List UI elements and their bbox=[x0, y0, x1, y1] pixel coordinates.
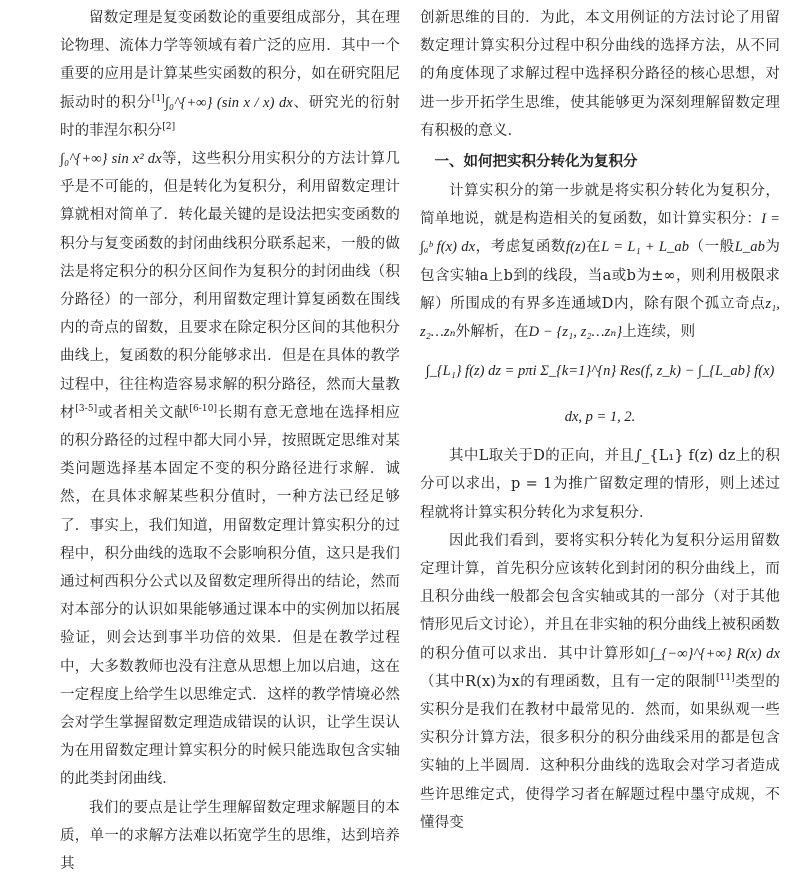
paragraph-continuation: 创新思维的目的．为此，本文用例证的方法讨论了用留数定理计算实积分过程中积分曲线的选择方法，从不同的角度体现了求解过程中选择积分路径的核心思想，对进一步开拓学生思维，使其能够更为深刻理解留数定理有积极的意义． bbox=[420, 10, 780, 139]
section-heading: 一、如何把实积分转化为复积分 bbox=[434, 154, 638, 171]
residue-equation: ∫_{L₁} f(z) dz = pπi Σ_{k=1}^{n} Res(f, z_k) − ∫_{L_ab} f(x) dx, p = 1, 2. bbox=[425, 363, 775, 426]
paragraph-intro: 留数定理是复变函数论的重要组成部分，其在理论物理、流体力学等领域有着广泛的应用．其中一个重要的应用是计算某些实函数的积分，如在研究阻尼振动时的积分[1]∫₀^{+∞} (sin x / x) dx、研究光的衍射时的菲涅尔积分[2] ∫₀^{+∞} sin x² dx等，这些积分用实积分的方法计算几乎是不可能的，但是转化为复积分，利用留数定理计算就相对简单了．转化最关键的是设法把实变函数的积分与复变函数的封闭曲线积分联系起来，一般的做法是将定积分的积分区间作为复积分的封闭曲线（积分路径）的一部分，利用留数定理计算复函数在围线内的奇点的留数，且要求在除定积分区间的其他积分曲线上，复函数的积分能够求出．但是在具体的教学过程中，往往构造容易求解的积分路径，然而大量教材[3-5]或者相关文献[6-10]长期有意无意地在选择相应的积分路径的过程中都大同小异，按照既定思维对某类问题选择基本固定不变的积分路径进行求解．诚然，在具体求解某些积分值时，一种方法已经足够了．事实上，我们知道，用留数定理计算实积分的过程中，积分曲线的选取不会影响积分值，这只是我们通过柯西积分公式以及留数定理所得出的结论，然而对本部分的认识如果能够通过课本中的实例加以拓展验证，则会达到事半功倍的效果．但是在教学过程中，大多数教师也没有注意从思想上加以启迪，这在一定程度上给学生以思维定式．这样的教学情境必然会对学生掌握留数定理造成错误的认识，让学生误认为在用留数定理计算实积分的时候只能选取包含实轴的此类封闭曲线． bbox=[60, 10, 401, 788]
integral-fresnel: ∫₀^{+∞} sin x² dx bbox=[60, 151, 162, 168]
paragraph-orientation: 其中L取关于D的正向，并且∫_{L₁} f(z) dz上的积分可以求出，p = 1为推广留数定理的情形，则上述过程就将计算实积分转化为求复积分． bbox=[420, 448, 780, 521]
left-column bbox=[60, 4, 400, 878]
integral-rational: ∫_{−∞}^{+∞} R(x) dx bbox=[649, 645, 781, 662]
right-column bbox=[420, 4, 780, 837]
paragraph-conclusion: 因此我们看到，要将实积分转化为复积分运用留数定理计算，首先积分应该转化到封闭的积分曲线上，而且积分曲线一般都会包含实轴或其的一部分（对于其他情形见后文讨论），并且在非实轴的积分曲线上被积函数的积分值可以求出．其中计算形如∫_{−∞}^{+∞} R(x) dx（其中R(x)为x的有理函数，且有一定的限制[11]类型的实积分是我们在教材中最常见的．然而，如果纵观一些实积分计算方法，很多积分的积分曲线采用的都是包含实轴的上半圆周．这种积分曲线的选取会对学习者造成些许思维定式，使得学习者在解题过程中墨守成规，不懂得变 bbox=[420, 532, 781, 831]
paragraph-method: 计算实积分的第一步就是将实积分转化为复积分，简单地说，就是构造相关的复函数，如计算实积分：I = ∫ₐᵇ f(x) dx，考虑复函数f(z)在L = L₁ + L_ab（一般L_ab为包含实轴a上b到的线段，当a或b为±∞，则利用极限求解）所围成的有界多连通域D内，除有限个孤立奇点z₁, z₂…zₙ外解析，在D − {z₁, z₂…zₙ}上连续，则 bbox=[420, 183, 780, 341]
paragraph-goal: 我们的要点是让学生理解留数定理求解题目的本质，单一的求解方法难以拓宽学生的思维，达到培养其 bbox=[60, 799, 400, 873]
integral-damped-oscillation: ∫₀^{+∞} (sin x / x) dx bbox=[164, 94, 293, 111]
